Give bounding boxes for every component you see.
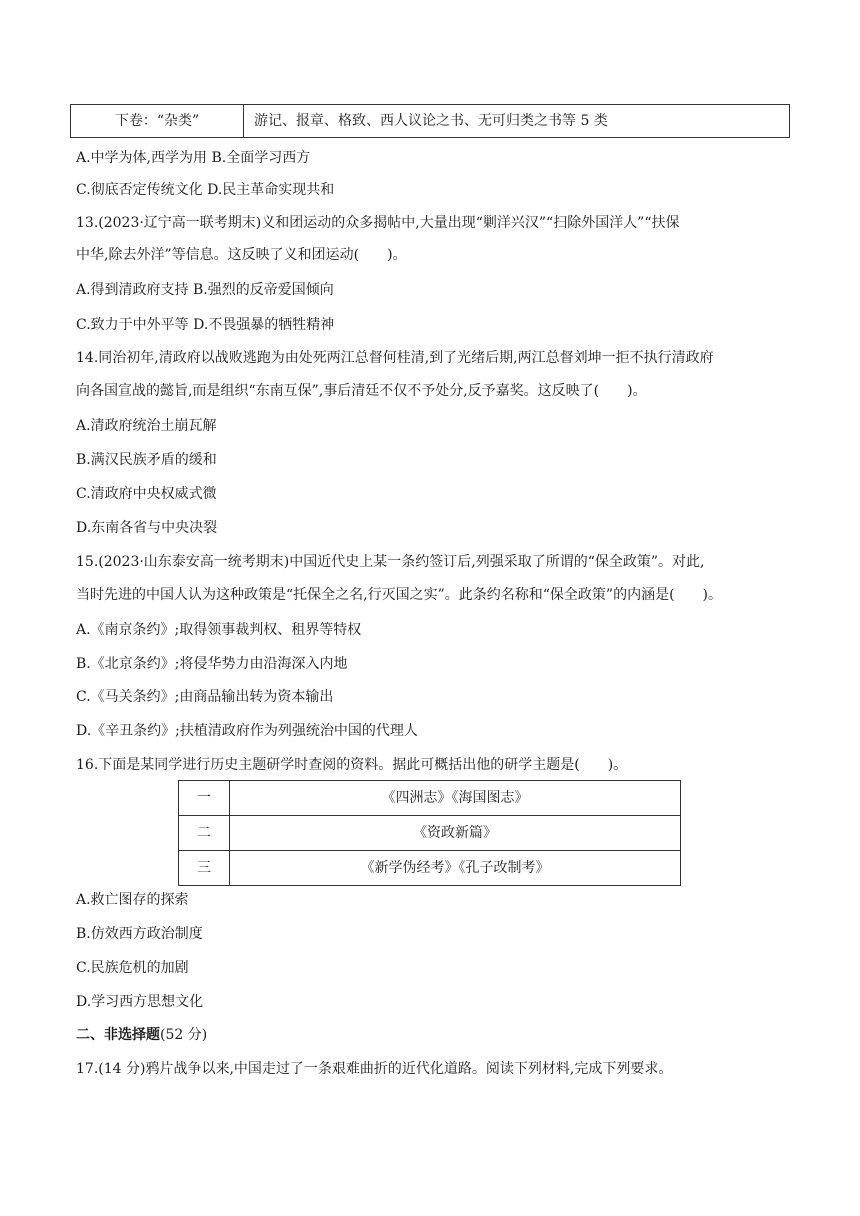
- q15-option-d: D.《辛丑条约》;扶植清政府作为列强统治中国的代理人: [76, 723, 418, 739]
- q15-option-a: A.《南京条约》;取得领事裁判权、租界等特权: [76, 622, 362, 638]
- table-cell-num: 三: [179, 851, 230, 886]
- research-table: [178, 780, 681, 886]
- q13-stem-line1: 13.(2023·辽宁高一联考期末)义和团运动的众多揭帖中,大量出现“剿洋兴汉”“扫除外国洋人”“扶保: [76, 215, 680, 231]
- table-cell-num: 二: [179, 816, 230, 851]
- table-row: [179, 851, 681, 886]
- table-row: [71, 105, 790, 138]
- table-cell-num: 一: [179, 781, 230, 816]
- category-table: [70, 104, 790, 138]
- table-cell-books: 《资政新篇》: [230, 816, 681, 851]
- q12-options-cd: C.彻底否定传统文化 D.民主革命实现共和: [76, 182, 335, 198]
- q14-option-b: B.满汉民族矛盾的缓和: [76, 452, 217, 468]
- q16-option-b: B.仿效西方政治制度: [76, 926, 203, 942]
- q13-stem-line2: 中华,除去外洋”等信息。这反映了义和团运动( )。: [76, 247, 407, 263]
- section2-title: 二、非选择题: [76, 1027, 160, 1043]
- q15-stem-line1: 15.(2023·山东泰安高一统考期末)中国近代史上某一条约签订后,列强采取了所谓的“保全政策”。对此,: [76, 554, 705, 570]
- q16-option-c: C.民族危机的加剧: [76, 960, 189, 976]
- q14-option-d: D.东南各省与中央决裂: [76, 520, 218, 536]
- table-row: [179, 816, 681, 851]
- table-cell-books: 《新学伪经考》《孔子改制考》: [230, 851, 681, 886]
- section2-heading: [76, 1025, 207, 1045]
- q15-stem-line2: 当时先进的中国人认为这种政策是“托保全之名,行灭国之实”。此条约名称和“保全政策”的内涵是( )。: [76, 587, 723, 603]
- q15-option-b: B.《北京条约》;将侵华势力由沿海深入内地: [76, 656, 348, 672]
- table-cell-content: 游记、报章、格致、西人议论之书、无可归类之书等 5 类: [244, 105, 790, 138]
- q16-stem: 16.下面是某同学进行历史主题研学时查阅的资料。据此可概括出他的研学主题是( )。: [76, 757, 628, 773]
- q14-stem-line1: 14.同治初年,清政府以战败逃跑为由处死两江总督何桂清,到了光绪后期,两江总督刘坤一拒不执行清政府: [76, 350, 714, 366]
- q15-option-c: C.《马关条约》;由商品输出转为资本输出: [76, 689, 334, 705]
- section2-score: (52 分): [160, 1027, 208, 1043]
- q13-options-ab: A.得到清政府支持 B.强烈的反帝爱国倾向: [76, 282, 334, 298]
- q16-option-a: A.救亡图存的探索: [76, 892, 189, 908]
- q12-options-ab: A.中学为体,西学为用 B.全面学习西方: [76, 150, 311, 166]
- q14-option-c: C.清政府中央权威式微: [76, 486, 217, 502]
- table-cell-books: 《四洲志》《海国图志》: [230, 781, 681, 816]
- q13-options-cd: C.致力于中外平等 D.不畏强暴的牺牲精神: [76, 317, 335, 333]
- q16-option-d: D.学习西方思想文化: [76, 994, 204, 1010]
- q14-option-a: A.清政府统治土崩瓦解: [76, 418, 217, 434]
- q14-stem-line2: 向各国宣战的懿旨,而是组织“东南互保”,事后清廷不仅不予处分,反予嘉奖。这反映了( )。: [76, 383, 647, 399]
- table-cell-label: 下卷：“杂类”: [71, 105, 244, 138]
- table-row: [179, 781, 681, 816]
- q17-stem: 17.(14 分)鸦片战争以来,中国走过了一条艰难曲折的近代化道路。阅读下列材料,完成下列要求。: [76, 1061, 673, 1077]
